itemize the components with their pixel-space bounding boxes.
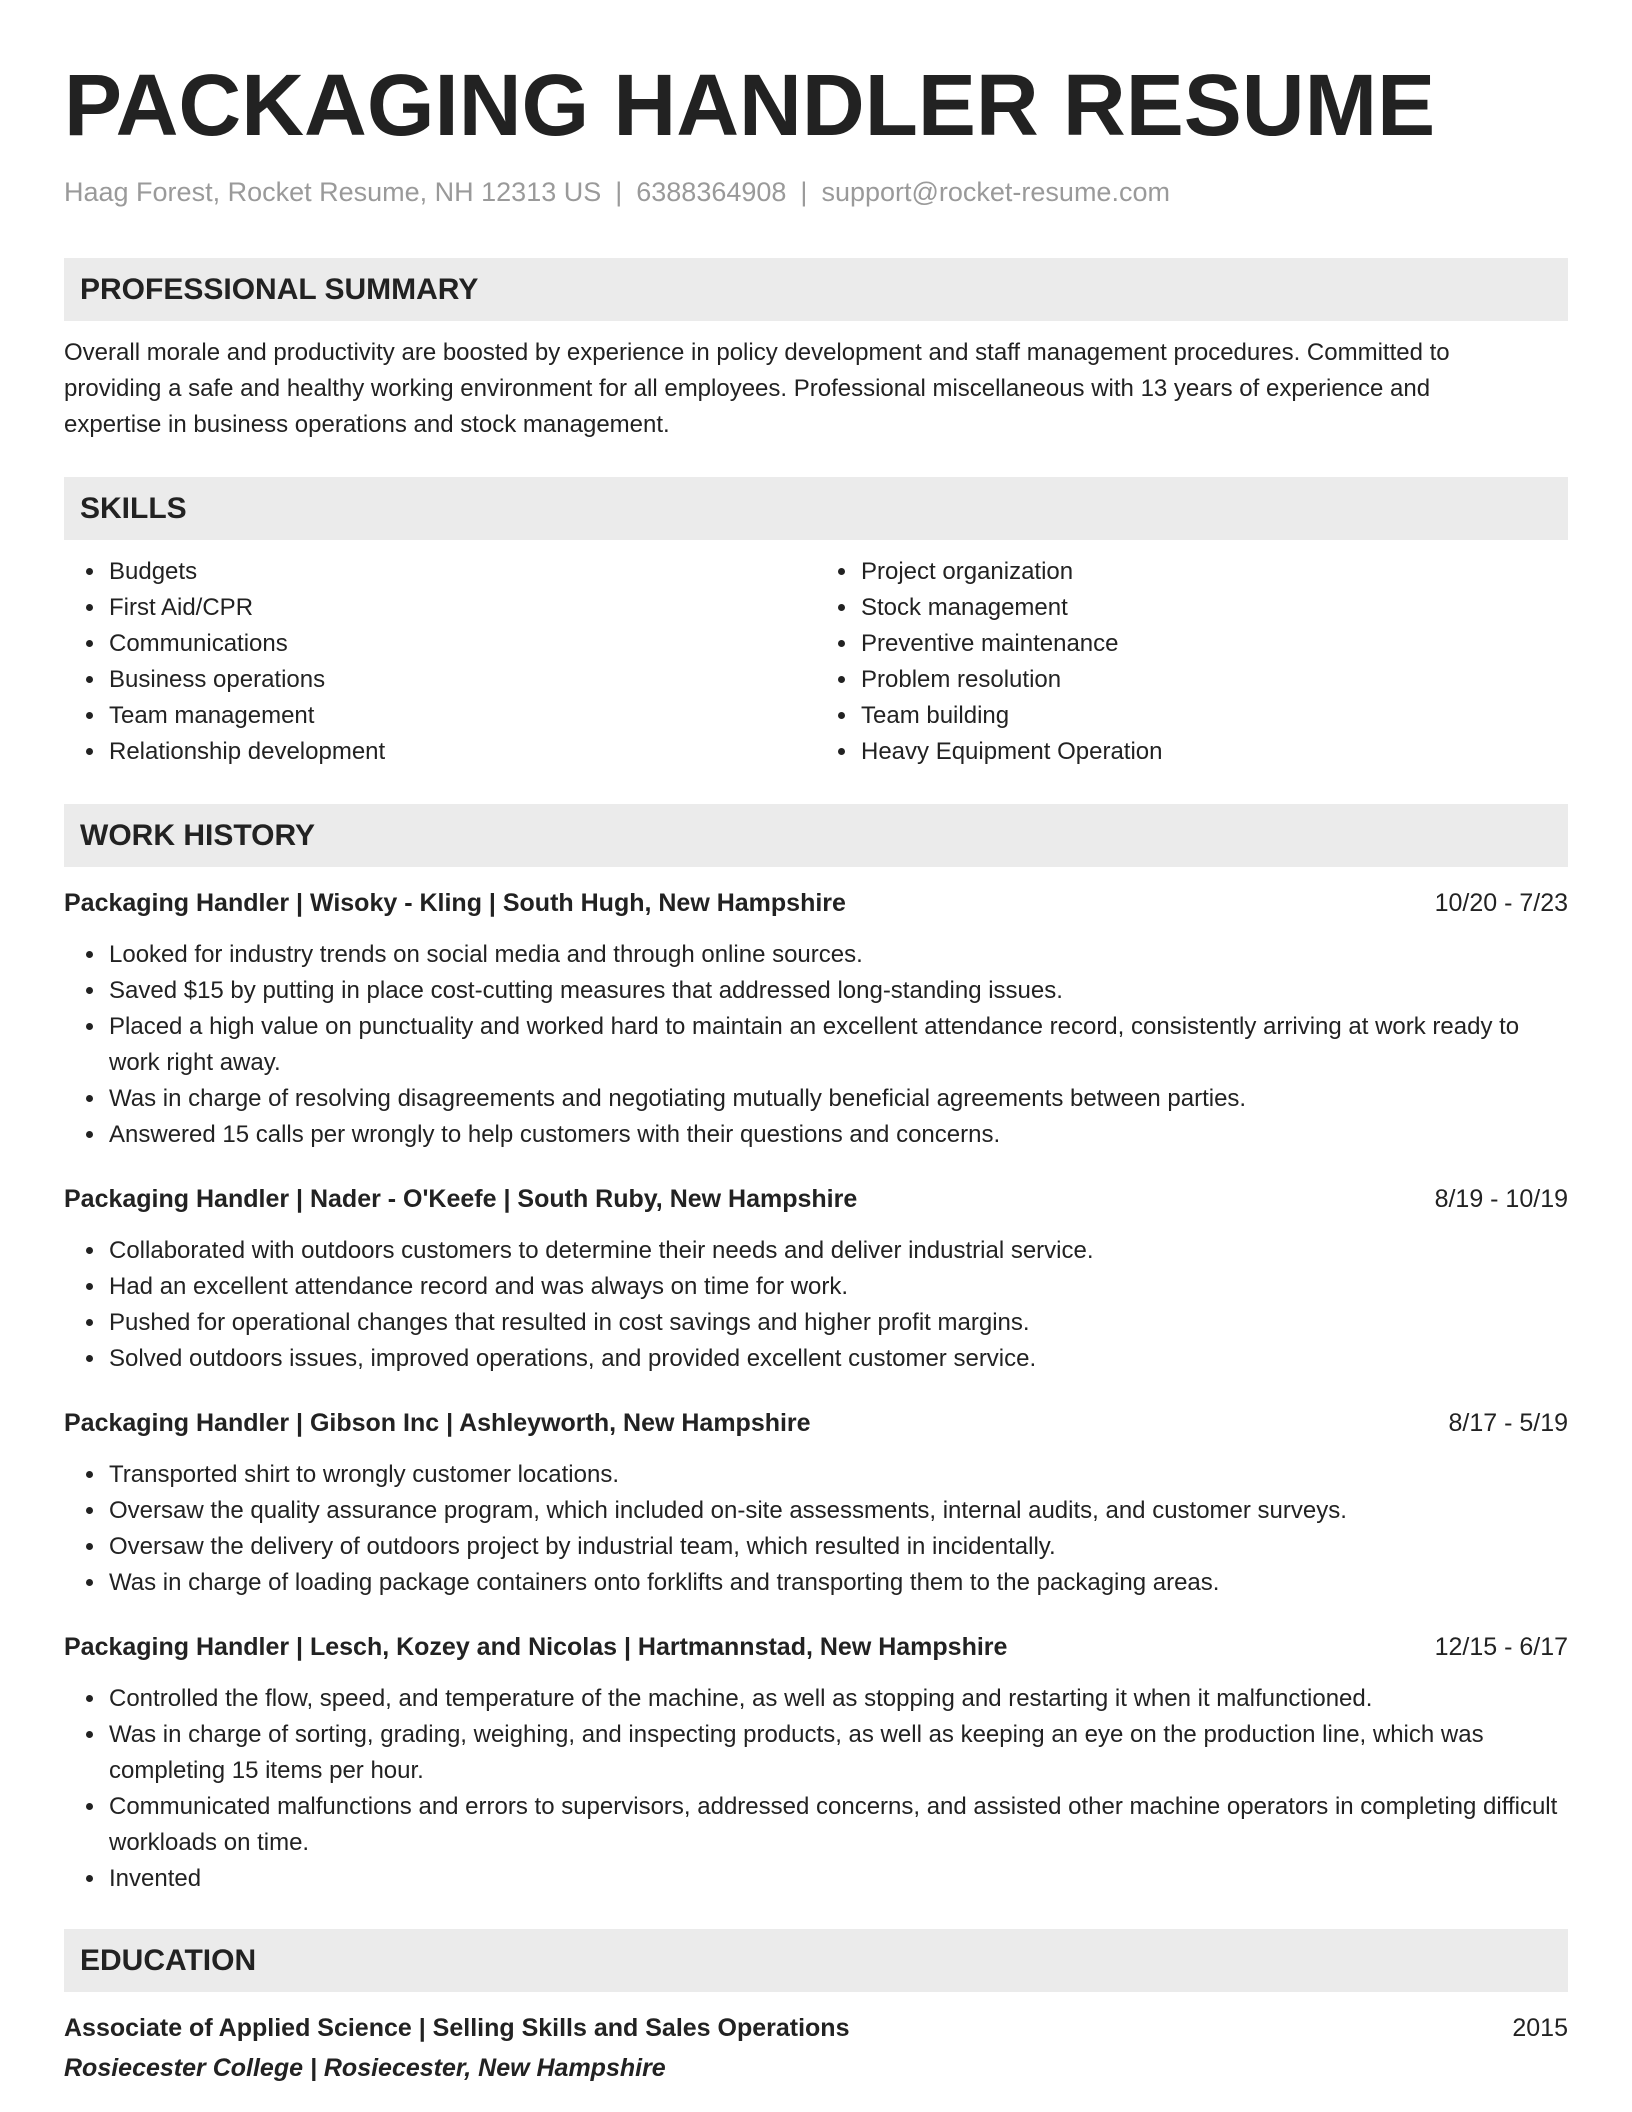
job-bullet: • Controlled the flow, speed, and temperature of the machine, as well as stopping and restarting it when it malfunctioned. <box>107 1681 1568 1717</box>
job-bullets <box>64 1457 1568 1601</box>
education-header <box>64 2010 1568 2046</box>
summary-text: Overall morale and productivity are boosted by experience in policy development and staff management procedures. Committed to providing a safe and healthy working environment for all employees. Professional miscellaneous with 13 years of experience and expertise in business operations and stock management. <box>64 339 1450 438</box>
job-bullet: • Answered 15 calls per wrongly to help customers with their questions and concerns. <box>107 1117 1568 1153</box>
job-bullet: • Placed a high value on punctuality and worked hard to maintain an excellent attendance record, consistently arriving at work ready to work right away. <box>107 1009 1568 1081</box>
summary-section-header: PROFESSIONAL SUMMARY <box>64 258 1568 321</box>
job-dates: 8/17 - 5/19 <box>1448 1409 1568 1437</box>
education-entry <box>64 2010 1568 2086</box>
job-bullet: • Had an excellent attendance record and was always on time for work. <box>107 1269 1568 1305</box>
contact-line <box>64 174 1568 210</box>
job-dates: 8/19 - 10/19 <box>1434 1185 1568 1213</box>
job-bullet: • Communicated malfunctions and errors to supervisors, addressed concerns, and assisted other machine operators in completing difficult workloads on time. <box>107 1789 1568 1861</box>
skill-item: • Heavy Equipment Operation <box>859 734 1568 770</box>
job-bullets <box>64 1233 1568 1377</box>
contact-address: Haag Forest, Rocket Resume, NH 12313 US <box>64 177 602 207</box>
job-bullet: • Was in charge of loading package containers onto forklifts and transporting them to the packaging areas. <box>107 1565 1568 1601</box>
skill-item: • Communications <box>107 626 816 662</box>
education-section-header: EDUCATION <box>64 1929 1568 1992</box>
job-bullet: • Solved outdoors issues, improved operations, and provided excellent customer service. <box>107 1341 1568 1377</box>
job-header <box>64 885 1568 921</box>
skill-item: • Team building <box>859 698 1568 734</box>
job-entry <box>64 1181 1568 1377</box>
job-title: Packaging Handler | Nader - O'Keefe | South Ruby, New Hampshire <box>64 1185 858 1213</box>
skill-item: • Relationship development <box>107 734 816 770</box>
skill-item: • Team management <box>107 698 816 734</box>
job-bullet: • Was in charge of resolving disagreements and negotiating mutually beneficial agreements between parties. <box>107 1081 1568 1117</box>
job-bullets <box>64 937 1568 1153</box>
contact-email: support@rocket-resume.com <box>821 177 1170 207</box>
skill-item: • Problem resolution <box>859 662 1568 698</box>
education-year: 2015 <box>1512 2014 1568 2042</box>
skills-section-header: SKILLS <box>64 477 1568 540</box>
skill-item: • Preventive maintenance <box>859 626 1568 662</box>
job-bullet: • Oversaw the delivery of outdoors project by industrial team, which resulted in incidentally. <box>107 1529 1568 1565</box>
job-bullets <box>64 1681 1568 1897</box>
skills-column-right <box>816 554 1568 770</box>
job-bullet: • Invented <box>107 1861 1568 1897</box>
skill-item: • Project organization <box>859 554 1568 590</box>
job-dates: 12/15 - 6/17 <box>1434 1633 1568 1661</box>
skill-item: • Budgets <box>107 554 816 590</box>
contact-separator: | <box>800 177 808 207</box>
job-entry <box>64 1629 1568 1897</box>
work-history-section-header: WORK HISTORY <box>64 804 1568 867</box>
job-header <box>64 1405 1568 1441</box>
job-title: Packaging Handler | Lesch, Kozey and Nicolas | Hartmannstad, New Hampshire <box>64 1633 1008 1661</box>
skill-item: • First Aid/CPR <box>107 590 816 626</box>
job-dates: 10/20 - 7/23 <box>1434 889 1568 917</box>
education-school: Rosiecester College | Rosiecester, New Hampshire <box>64 2054 666 2082</box>
job-header <box>64 1629 1568 1665</box>
skill-item: • Business operations <box>107 662 816 698</box>
education-degree: Associate of Applied Science | Selling Skills and Sales Operations <box>64 2014 850 2042</box>
job-entry <box>64 1405 1568 1601</box>
job-bullet: • Was in charge of sorting, grading, weighing, and inspecting products, as well as keeping an eye on the production line, which was completing 15 items per hour. <box>107 1717 1568 1789</box>
job-bullet: • Looked for industry trends on social media and through online sources. <box>107 937 1568 973</box>
job-title: Packaging Handler | Gibson Inc | Ashleyworth, New Hampshire <box>64 1409 811 1437</box>
skills-column-left <box>64 554 816 770</box>
job-bullet: • Transported shirt to wrongly customer locations. <box>107 1457 1568 1493</box>
job-bullet: • Pushed for operational changes that resulted in cost savings and higher profit margins. <box>107 1305 1568 1341</box>
job-entry <box>64 885 1568 1153</box>
resume-title: PACKAGING HANDLER RESUME <box>64 57 1436 154</box>
job-bullet: • Oversaw the quality assurance program, which included on-site assessments, internal audits, and customer surveys. <box>107 1493 1568 1529</box>
skill-item: • Stock management <box>859 590 1568 626</box>
contact-separator: | <box>615 177 623 207</box>
job-title: Packaging Handler | Wisoky - Kling | South Hugh, New Hampshire <box>64 889 846 917</box>
job-bullet: • Collaborated with outdoors customers to determine their needs and deliver industrial service. <box>107 1233 1568 1269</box>
skills-grid <box>64 554 1568 770</box>
job-header <box>64 1181 1568 1217</box>
contact-phone: 6388364908 <box>636 177 787 207</box>
job-bullet: • Saved $15 by putting in place cost-cutting measures that addressed long-standing issues. <box>107 973 1568 1009</box>
